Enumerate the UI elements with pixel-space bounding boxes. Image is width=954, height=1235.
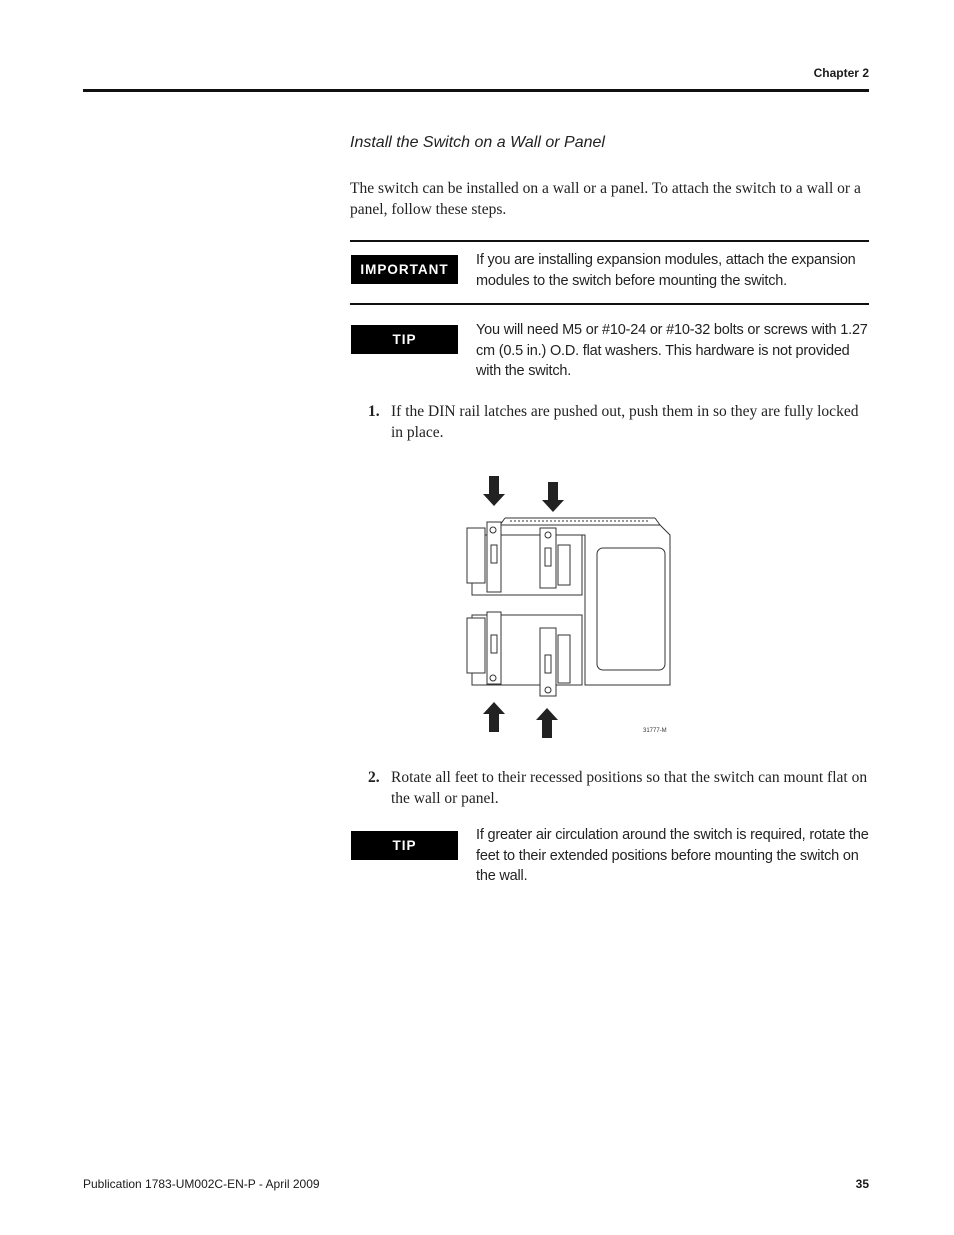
- step-number: 1.: [368, 403, 380, 420]
- header-rule: [83, 89, 869, 92]
- push-down-arrow-icon: [483, 476, 505, 506]
- page-number: 35: [855, 1177, 869, 1191]
- push-down-arrow-icon: [542, 482, 564, 512]
- intro-paragraph: The switch can be installed on a wall or a panel. To attach the switch to a wall or a panel, follow these steps.: [350, 180, 861, 218]
- switch-body: [472, 518, 670, 685]
- din-latch-top-left: [467, 522, 501, 592]
- step-text: Rotate all feet to their recessed positions so that the switch can mount flat on the wall or panel.: [391, 769, 868, 807]
- important-badge: IMPORTANT: [351, 255, 458, 284]
- tip-note-text: If greater air circulation around the switch is required, rotate the feet to their extended positions before mounting the switch on the wall.: [476, 827, 869, 884]
- section-title: Install the Switch on a Wall or Panel: [350, 134, 605, 151]
- step-number: 2.: [368, 769, 380, 786]
- step-2: [368, 767, 868, 809]
- chapter-label: Chapter 2: [813, 66, 869, 80]
- tip-badge: TIP: [351, 831, 458, 860]
- step-1: [368, 401, 868, 443]
- din-latch-bottom-left: [467, 612, 501, 684]
- tip-badge: TIP: [351, 325, 458, 354]
- step-text: If the DIN rail latches are pushed out, push them in so they are fully locked in place.: [391, 403, 859, 441]
- tip-note-text: You will need M5 or #10-24 or #10-32 bolts or screws with 1.27 cm (0.5 in.) O.D. flat washers. This hardware is not provided with the switch.: [476, 322, 868, 379]
- important-top-rule: [350, 240, 869, 242]
- footer-publication: Publication 1783-UM002C-EN-P - April 2009: [83, 1177, 320, 1191]
- din-latch-bottom-right: [540, 628, 570, 696]
- important-note-text: If you are installing expansion modules, attach the expansion modules to the switch before mounting the switch.: [476, 252, 856, 289]
- din-rail-latch-figure: [455, 470, 685, 745]
- push-up-arrow-icon: [483, 702, 505, 732]
- important-bottom-rule: [350, 303, 869, 305]
- push-up-arrow-icon: [536, 708, 558, 738]
- figure-code: 31777-M: [643, 728, 667, 734]
